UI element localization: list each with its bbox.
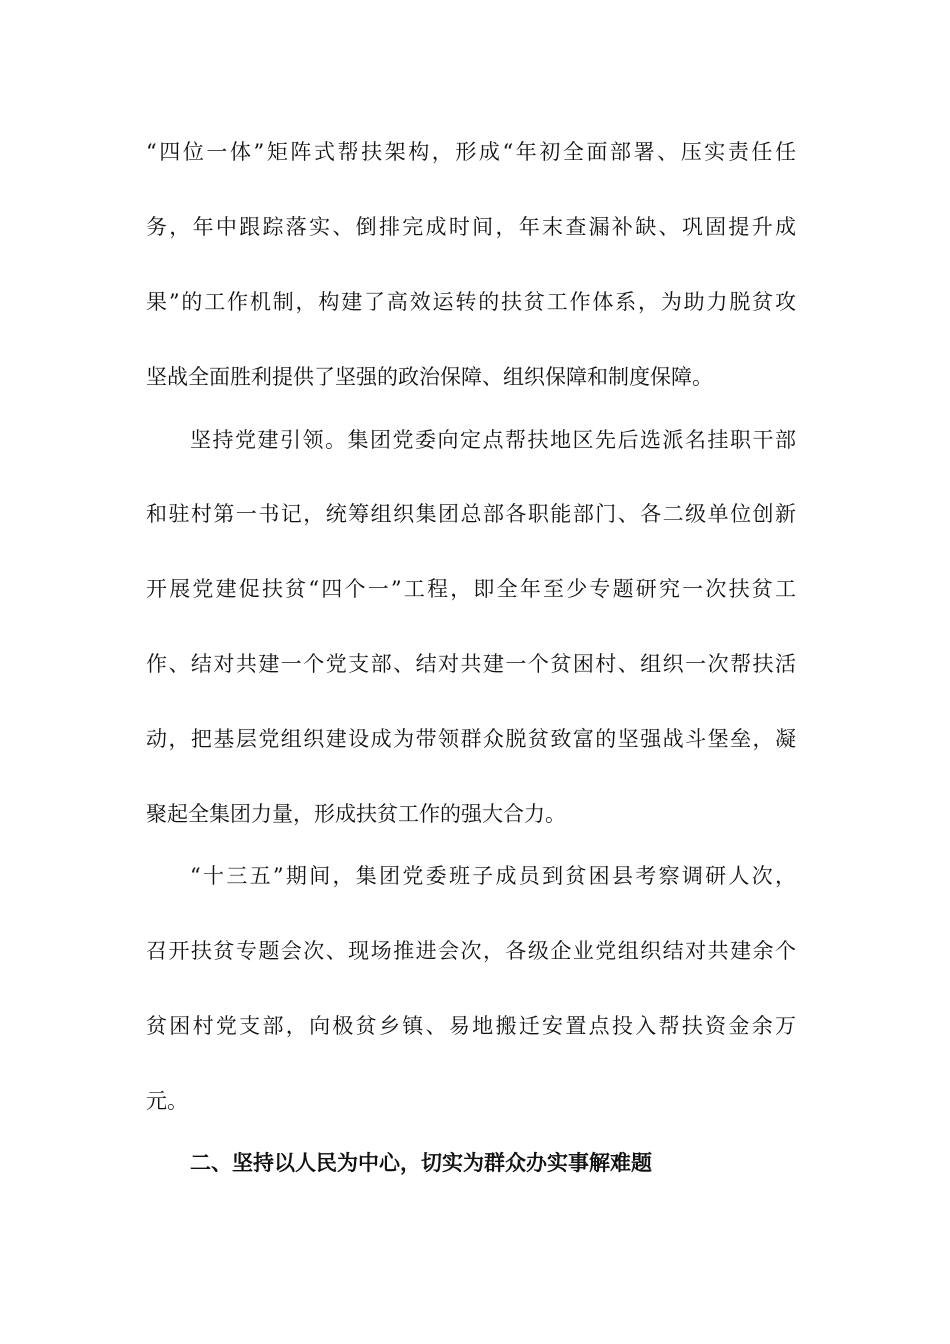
paragraph-line: 务，年中跟踪落实、倒排完成时间，年末查漏补缺、巩固提升成 [146,215,796,239]
paragraph-line: 坚战全面胜利提供了坚强的政治保障、组织保障和制度保障。 [146,365,713,389]
paragraph-line: 和驻村第一书记，统筹组织集团总部各职能部门、各二级单位创新 [146,502,796,526]
paragraph-line: 开展党建促扶贫“四个一”工程，即全年至少专题研究一次扶贫工 [146,577,796,601]
paragraph-line: 作、结对共建一个党支部、结对共建一个贫困村、组织一次帮扶活 [146,652,796,676]
paragraph-line: “十三五”期间，集团党委班子成员到贫困县考察调研人次， [190,864,796,888]
paragraph-line: 元。 [146,1089,188,1113]
paragraph-line: 召开扶贫专题会次、现场推进会次，各级企业党组织结对共建余个 [146,939,796,963]
paragraph-line: 动，把基层党组织建设成为带领群众脱贫致富的坚强战斗堡垒，凝 [146,727,796,751]
paragraph-line: 聚起全集团力量，形成扶贫工作的强大合力。 [146,802,566,826]
section-heading: 二、坚持以人民为中心，切实为群众办实事解难题 [190,1151,652,1175]
paragraph-line: 贫困村党支部，向极贫乡镇、易地搬迁安置点投入帮扶资金余万 [146,1014,796,1038]
paragraph-line: “四位一体”矩阵式帮扶架构，形成“年初全面部署、压实责任任 [146,140,796,164]
paragraph-line: 坚持党建引领。集团党委向定点帮扶地区先后选派名挂职干部 [190,428,796,452]
paragraph-line: 果”的工作机制，构建了高效运转的扶贫工作体系，为助力脱贫攻 [146,290,796,314]
